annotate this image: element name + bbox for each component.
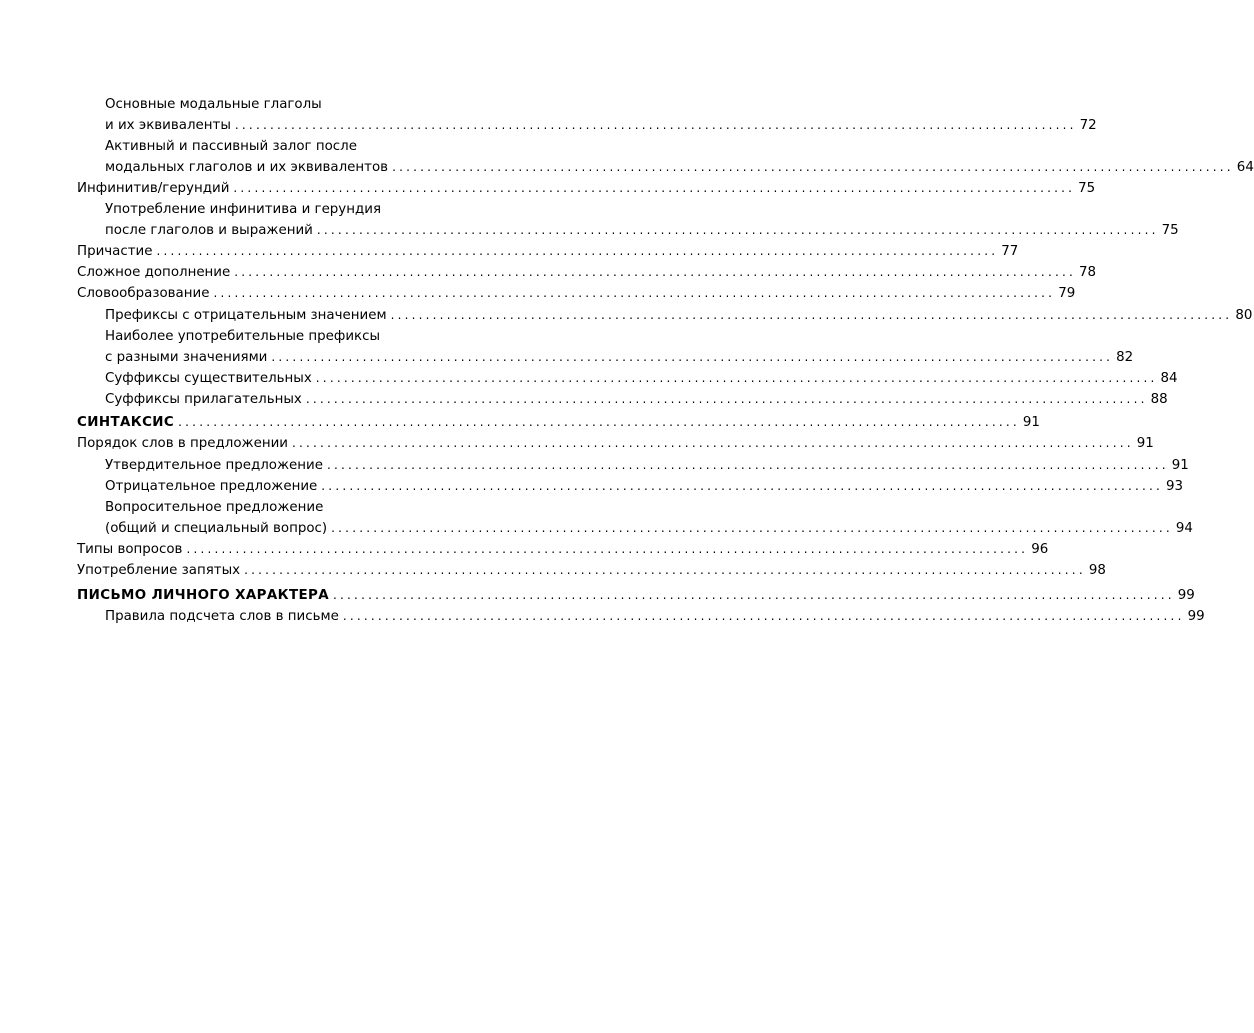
toc-entry <box>77 178 1096 199</box>
toc-page-number: 78 <box>1079 265 1097 280</box>
dot-leader: ........................................................................................................................ <box>331 521 1173 535</box>
toc-entry <box>105 455 1189 476</box>
toc-page-number: 99 <box>1177 588 1195 603</box>
toc-entry <box>77 585 1195 606</box>
dot-leader: ........................................................................................................................ <box>321 479 1164 493</box>
toc-entry-title: Основные модальные глаголы <box>105 97 322 112</box>
toc-entry-title: Активный и пассивный залог после <box>105 139 357 154</box>
toc-entry-title: с разными значениями <box>105 350 268 365</box>
toc-entry-title: и их эквиваленты <box>105 118 231 133</box>
toc-page-number: 80 <box>1235 308 1253 323</box>
toc-page-number: 82 <box>1116 350 1134 365</box>
toc-entry-title: (общий и специальный вопрос) <box>105 521 328 536</box>
toc-entry-title: Отрицательное предложение <box>105 479 318 494</box>
dot-leader: ........................................................................................................................ <box>271 350 1114 364</box>
toc-entry <box>105 497 555 518</box>
toc-page-number: 75 <box>1161 223 1179 238</box>
toc-page-number: 77 <box>1001 244 1019 259</box>
toc-entry-title: после глаголов и выражений <box>105 223 313 238</box>
toc-entry <box>105 199 555 220</box>
toc-entry-title: Причастие <box>77 244 153 259</box>
toc-entry <box>105 115 1097 136</box>
toc-page-number: 99 <box>1187 609 1205 624</box>
toc-entry-title: Инфинитив/герундий <box>77 181 230 196</box>
toc-entry-title: Правила подсчета слов в письме <box>105 609 339 624</box>
toc-entry-title: Наиболее употребительные префиксы <box>105 329 381 344</box>
toc-entry <box>105 389 1168 410</box>
toc-entry <box>105 368 1178 389</box>
dot-leader: ........................................................................................................................ <box>213 286 1056 300</box>
dot-leader: ........................................................................................................................ <box>178 415 1020 429</box>
toc-page-number: 72 <box>1079 118 1097 133</box>
toc-entry-title: Суффиксы существительных <box>105 371 312 386</box>
dot-leader: ........................................................................................................................ <box>333 588 1175 602</box>
toc-entry-title: Суффиксы прилагательных <box>105 392 302 407</box>
toc-entry <box>77 433 1154 454</box>
toc-entry-title: Употребление запятых <box>77 563 241 578</box>
dot-leader: ........................................................................................................................ <box>326 458 1169 472</box>
toc-page-number: 84 <box>1160 371 1178 386</box>
dot-leader: ........................................................................................................................ <box>186 542 1029 556</box>
toc-page-number: 64 <box>1236 160 1254 175</box>
toc-entry <box>105 326 555 347</box>
toc-entry <box>105 305 1253 326</box>
toc-page-number: 88 <box>1150 392 1168 407</box>
toc-entry <box>77 241 1019 262</box>
toc-entry <box>105 220 1179 241</box>
toc-entry <box>77 262 1097 283</box>
toc-entry-title: Типы вопросов <box>77 542 183 557</box>
dot-leader: ........................................................................................................................ <box>305 392 1148 406</box>
dot-leader: ........................................................................................................................ <box>342 609 1185 623</box>
toc-entry <box>105 157 1254 178</box>
toc-section-title: СИНТАКСИС <box>77 415 175 430</box>
toc-entry <box>105 476 1184 497</box>
toc-entry-title: Порядок слов в предложении <box>77 436 288 451</box>
toc-page-number: 91 <box>1022 415 1040 430</box>
toc-page-number: 91 <box>1136 436 1154 451</box>
dot-leader: ........................................................................................................................ <box>315 371 1158 385</box>
dot-leader: ........................................................................................................................ <box>390 308 1233 322</box>
toc-page-number: 98 <box>1088 563 1106 578</box>
toc-section-title: ПИСЬМО ЛИЧНОГО ХАРАКТЕРА <box>77 588 330 603</box>
toc-entry <box>77 560 1106 581</box>
toc-entry-title: Префиксы с отрицательным значением <box>105 308 387 323</box>
toc-page-number: 94 <box>1175 521 1193 536</box>
toc-entry-title: Употребление инфинитива и герундия <box>105 202 382 217</box>
toc-entry <box>77 283 1076 304</box>
toc-entry-title: Сложное дополнение <box>77 265 231 280</box>
toc-entry <box>77 412 1040 433</box>
dot-leader: ........................................................................................................................ <box>234 118 1077 132</box>
toc-entry <box>105 347 1134 368</box>
toc-entry-title: Вопросительное предложение <box>105 500 324 515</box>
toc-page-number: 75 <box>1078 181 1096 196</box>
toc-entry <box>77 539 1049 560</box>
toc-entry <box>105 94 555 115</box>
toc-page-number: 91 <box>1171 458 1189 473</box>
toc-entry <box>105 606 1205 627</box>
toc-entry <box>105 518 1193 539</box>
toc-entry-title: Утвердительное предложение <box>105 458 323 473</box>
toc-entry <box>105 136 555 157</box>
dot-leader: ........................................................................................................................ <box>292 436 1134 450</box>
dot-leader: ........................................................................................................................ <box>233 181 1076 195</box>
dot-leader: ........................................................................................................................ <box>244 563 1086 577</box>
dot-leader: ........................................................................................................................ <box>316 223 1159 237</box>
toc-page-number: 96 <box>1031 542 1049 557</box>
toc-entry-title: Словообразование <box>77 286 210 301</box>
toc-entry-title: модальных глаголов и их эквивалентов <box>105 160 389 175</box>
dot-leader: ........................................................................................................................ <box>156 244 999 258</box>
dot-leader: ........................................................................................................................ <box>234 265 1076 279</box>
toc-page-number: 93 <box>1166 479 1184 494</box>
dot-leader: ........................................................................................................................ <box>392 160 1234 174</box>
toc-page-number: 79 <box>1058 286 1076 301</box>
